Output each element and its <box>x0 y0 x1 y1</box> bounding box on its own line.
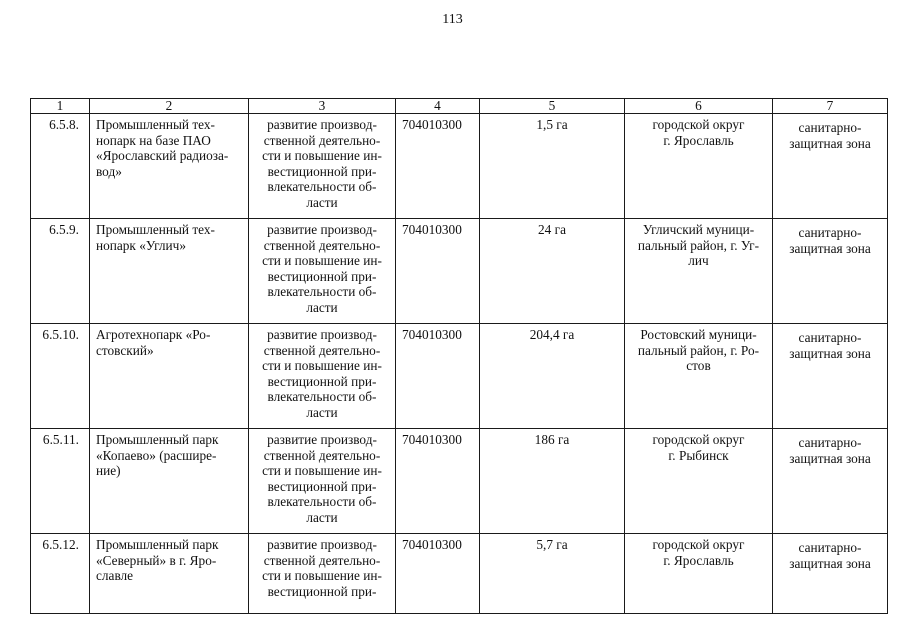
object-area: 204,4 га <box>480 324 625 429</box>
object-name: Промышленный тех- нопарк на базе ПАО «Ярославский радиоза- вод» <box>96 117 229 179</box>
object-code: 704010300 <box>396 534 480 614</box>
object-name: Агротехнопарк «Ро- стовский» <box>96 327 211 358</box>
object-zone: санитарно- защитная зона <box>789 540 871 571</box>
object-area: 1,5 га <box>480 114 625 219</box>
object-code: 704010300 <box>396 219 480 324</box>
object-location: городской округ г. Ярославль <box>652 117 745 148</box>
object-location: Угличский муници- пальный район, г. Уг- лич <box>637 222 760 269</box>
object-name: Промышленный парк «Копаево» (расшире- ние) <box>96 432 219 479</box>
item-number: 6.5.8. <box>31 114 90 219</box>
object-zone: санитарно- защитная зона <box>789 120 871 151</box>
column-header: 2 <box>90 99 249 114</box>
item-number: 6.5.10. <box>31 324 90 429</box>
object-code: 704010300 <box>396 429 480 534</box>
header-row <box>31 99 888 114</box>
column-header: 3 <box>249 99 396 114</box>
object-zone: санитарно- защитная зона <box>789 330 871 361</box>
object-purpose: развитие производ- ственной деятельно- сти и повышение ин- вестиционной при- влекательности об- ласти <box>262 117 382 210</box>
item-number: 6.5.11. <box>31 429 90 534</box>
object-zone: санитарно- защитная зона <box>789 435 871 466</box>
object-name: Промышленный тех- нопарк «Углич» <box>96 222 215 253</box>
column-header: 5 <box>480 99 625 114</box>
page-number: 113 <box>442 12 463 27</box>
object-area: 5,7 га <box>480 534 625 614</box>
object-zone: санитарно- защитная зона <box>789 225 871 256</box>
column-header: 4 <box>396 99 480 114</box>
object-location: Ростовский муници- пальный район, г. Ро- стов <box>637 327 760 374</box>
table-row <box>31 324 888 429</box>
table-row <box>31 114 888 219</box>
object-purpose: развитие производ- ственной деятельно- сти и повышение ин- вестиционной при- влекательности об- ласти <box>262 432 382 525</box>
object-purpose: развитие производ- ственной деятельно- сти и повышение ин- вестиционной при- влекательности об- ласти <box>262 327 382 420</box>
object-code: 704010300 <box>396 114 480 219</box>
column-header: 1 <box>31 99 90 114</box>
object-area: 186 га <box>480 429 625 534</box>
item-number: 6.5.12. <box>31 534 90 614</box>
object-location: городской округ г. Рыбинск <box>652 432 745 463</box>
column-header: 7 <box>773 99 888 114</box>
table-row <box>31 219 888 324</box>
object-purpose: развитие производ- ственной деятельно- сти и повышение ин- вестиционной при- <box>262 537 382 599</box>
item-number: 6.5.9. <box>31 219 90 324</box>
planning-objects-table <box>30 98 888 614</box>
object-code: 704010300 <box>396 324 480 429</box>
table-row <box>31 429 888 534</box>
object-location: городской округ г. Ярославль <box>652 537 745 568</box>
object-area: 24 га <box>480 219 625 324</box>
object-purpose: развитие производ- ственной деятельно- сти и повышение ин- вестиционной при- влекательности об- ласти <box>262 222 382 315</box>
column-header: 6 <box>625 99 773 114</box>
table-row <box>31 534 888 614</box>
object-name: Промышленный парк «Северный» в г. Яро- славле <box>96 537 219 584</box>
